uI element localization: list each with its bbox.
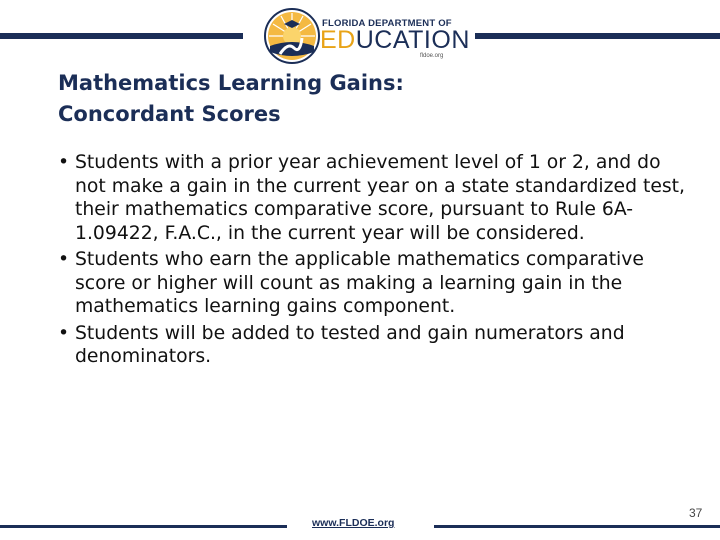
page-number: 37 bbox=[689, 506, 703, 520]
header-rule-left bbox=[0, 33, 243, 39]
logo-wordmark-rest: UCATION bbox=[355, 26, 470, 54]
logo-org-line: FLORIDA DEPARTMENT OF bbox=[322, 18, 452, 29]
sunburst-seal-icon bbox=[264, 8, 320, 64]
bullet-marker: • bbox=[58, 249, 70, 270]
header-rule-right bbox=[475, 33, 720, 39]
slide-title bbox=[58, 68, 404, 130]
logo-wordmark-prefix: ED bbox=[320, 26, 356, 54]
footer-rule-left bbox=[0, 525, 287, 528]
logo-url: fldoe.org bbox=[420, 53, 444, 59]
bullet-text: Students will be added to tested and gain numerators and denominators. bbox=[75, 322, 625, 367]
bullet-list bbox=[58, 151, 688, 372]
bullet-text: Students with a prior year achievement level of 1 or 2, and do not make a gain in the current year on a state standardized test, their mathematics comparative score, pursuant to Rule 6A-1.09422, F.A.C., in the current year will be considered. bbox=[75, 152, 685, 244]
bullet-text: Students who earn the applicable mathematics comparative score or higher will count as making a learning gain in the mathematics learning gains component. bbox=[75, 249, 644, 317]
slide-title-line-2: Concordant Scores bbox=[58, 102, 281, 126]
bullet-marker: • bbox=[58, 152, 70, 173]
logo-wordmark bbox=[320, 28, 470, 53]
fldoe-logo bbox=[264, 8, 470, 64]
footer-rule-right bbox=[434, 525, 720, 528]
fldoe-website-link[interactable]: www.FLDOE.org bbox=[312, 517, 395, 529]
bullet-item bbox=[58, 151, 688, 245]
bullet-item bbox=[58, 322, 688, 369]
bullet-item bbox=[58, 248, 688, 319]
bullet-marker: • bbox=[58, 322, 70, 344]
slide-title-line-1: Mathematics Learning Gains: bbox=[58, 71, 404, 95]
